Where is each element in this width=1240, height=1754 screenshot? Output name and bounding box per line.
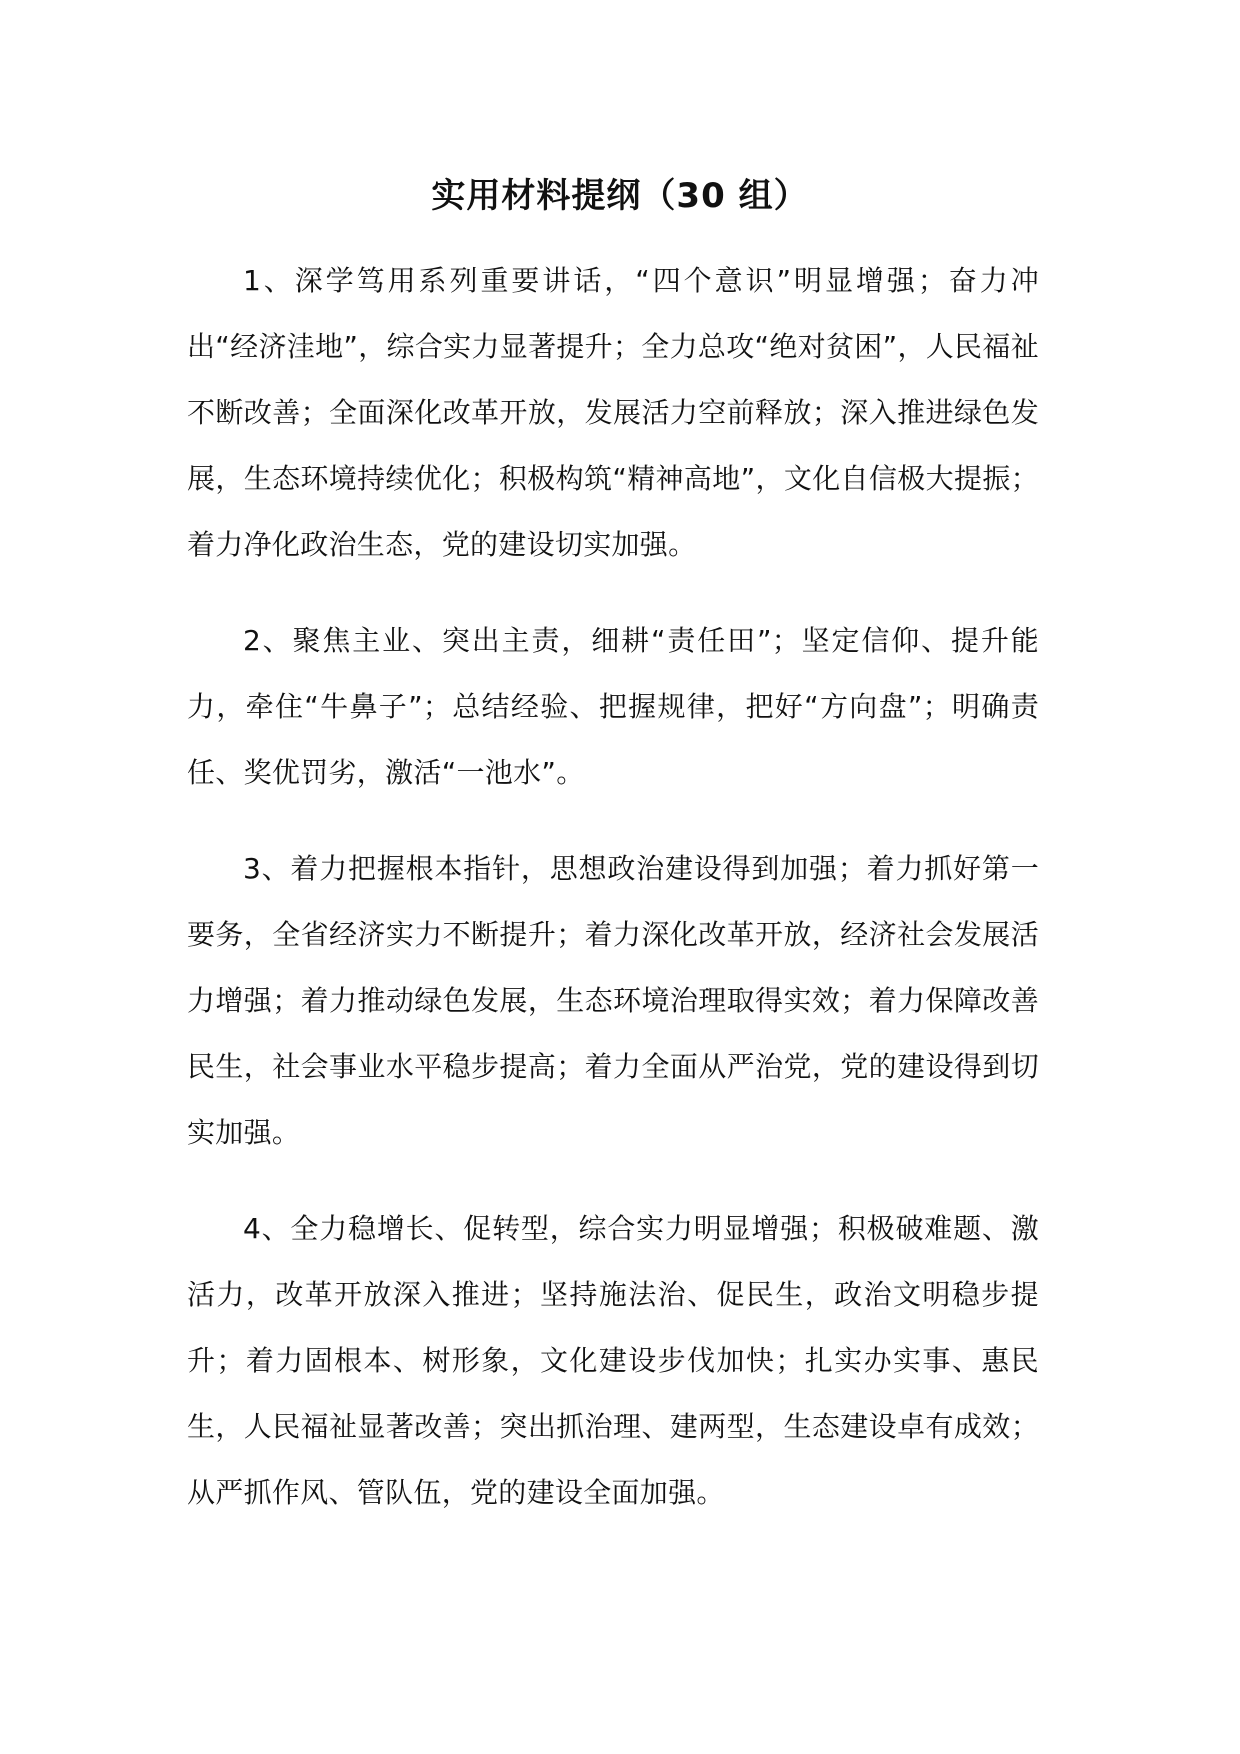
paragraph-2: 2、聚焦主业、突出主责，细耕“责任田”；坚定信仰、提升能力，牵住“牛鼻子”；总结经验、把握规律，把好“方向盘”；明确责任、奖优罚劣，激活“一池水”。 (187, 624, 1039, 789)
paragraph-4: 4、全力稳增长、促转型，综合实力明显增强；积极破难题、激活力，改革开放深入推进；坚持施法治、促民生，政治文明稳步提升；着力固根本、树形象，文化建设步伐加快；扎实办实事、惠民生，人民福祉显著改善；突出抓治理、建两型，生态建设卓有成效；从严抓作风、管队伍，党的建设全面加强。 (187, 1212, 1039, 1509)
paragraph-1: 1、深学笃用系列重要讲话，“四个意识”明显增强；奋力冲出“经济洼地”，综合实力显著提升；全力总攻“绝对贫困”，人民福祉不断改善；全面深化改革开放，发展活力空前释放；深入推进绿色发展，生态环境持续优化；积极构筑“精神高地”，文化自信极大提振；着力净化政治生态，党的建设切实加强。 (187, 264, 1039, 561)
paragraph-3: 3、着力把握根本指针，思想政治建设得到加强；着力抓好第一要务，全省经济实力不断提升；着力深化改革开放，经济社会发展活力增强；着力推动绿色发展，生态环境治理取得实效；着力保障改善民生，社会事业水平稳步提高；着力全面从严治党，党的建设得到切实加强。 (187, 852, 1039, 1149)
document-body (187, 248, 1039, 1556)
document-title: 实用材料提纲（30 组） (431, 176, 809, 216)
